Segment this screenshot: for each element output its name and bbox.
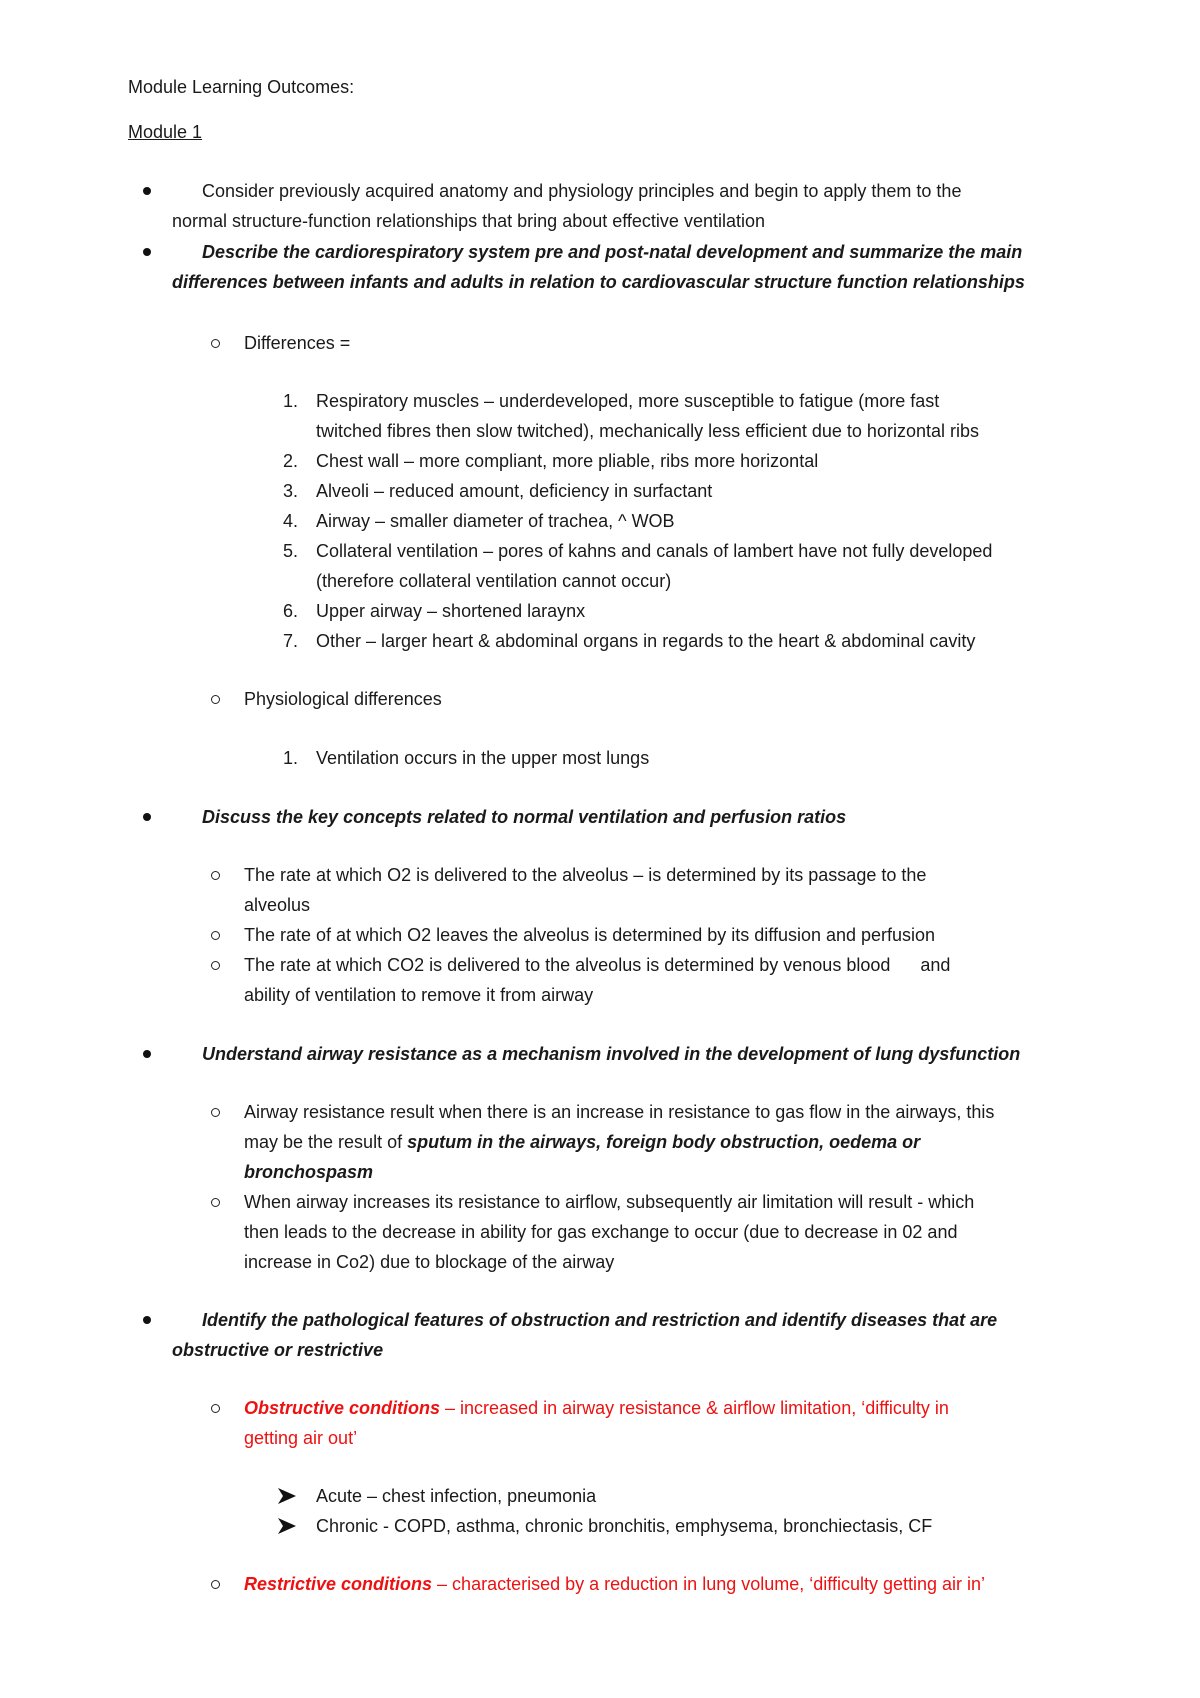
arrowhead-bullet-icon bbox=[276, 1517, 298, 1535]
outcome-2-line-1: Describe the cardiorespiratory system pre and post-natal development and summarize the main bbox=[202, 242, 1023, 262]
difference-item-continued: twitched fibres then slow twitched), mechanically less efficient due to horizontal ribs bbox=[316, 421, 979, 441]
outcome-4-line-1: Understand airway resistance as a mechanism involved in the development of lung dysfunction bbox=[202, 1044, 1021, 1064]
resistance-plain-text: may be the result of bbox=[244, 1132, 408, 1152]
vq-point-continued: alveolus bbox=[244, 895, 311, 915]
difference-item: Collateral ventilation – pores of kahns and canals of lambert have not fully developed bbox=[316, 541, 993, 561]
physio-item: Ventilation occurs in the upper most lungs bbox=[316, 748, 650, 768]
outcome-5-line-1: Identify the pathological features of obstruction and restriction and identify diseases that are bbox=[202, 1310, 998, 1330]
resistance-emphasis-continued: bronchospasm bbox=[244, 1162, 374, 1182]
list-number: 1. bbox=[282, 391, 298, 411]
circle-bullet bbox=[211, 1198, 220, 1207]
vq-point-continued: ability of ventilation to remove it from airway bbox=[244, 985, 594, 1005]
obstructive-conditions bbox=[244, 1393, 949, 1423]
circle-bullet bbox=[211, 931, 220, 940]
circle-bullet bbox=[211, 1404, 220, 1413]
circle-bullet bbox=[211, 961, 220, 970]
outcome-3-line-1: Discuss the key concepts related to normal ventilation and perfusion ratios bbox=[202, 807, 847, 827]
circle-bullet bbox=[211, 1580, 220, 1589]
resistance-point-continued: then leads to the decrease in ability for gas exchange to occur (due to decrease in 02 and bbox=[244, 1222, 958, 1242]
circle-bullet bbox=[211, 339, 220, 348]
resistance-point: When airway increases its resistance to airflow, subsequently air limitation will result - which bbox=[244, 1192, 975, 1212]
list-number: 4. bbox=[282, 511, 298, 531]
arrowhead-bullet-icon bbox=[276, 1487, 298, 1505]
outcome-1-line-2: normal structure-function relationships that bring about effective ventilation bbox=[172, 211, 765, 231]
difference-item: Alveoli – reduced amount, deficiency in surfactant bbox=[316, 481, 713, 501]
obstructive-example: Acute – chest infection, pneumonia bbox=[316, 1486, 597, 1506]
bullet-dot bbox=[143, 1050, 151, 1058]
module-heading: Module 1 bbox=[128, 122, 203, 142]
list-number: 7. bbox=[282, 631, 298, 651]
vq-point: The rate at which O2 is delivered to the alveolus – is determined by its passage to the bbox=[244, 865, 927, 885]
circle-bullet bbox=[211, 695, 220, 704]
difference-item: Upper airway – shortened laraynx bbox=[316, 601, 586, 621]
bullet-dot bbox=[143, 248, 151, 256]
list-number: 6. bbox=[282, 601, 298, 621]
resistance-point: Airway resistance result when there is an increase in resistance to gas flow in the airways, this bbox=[244, 1102, 995, 1122]
circle-bullet bbox=[211, 871, 220, 880]
circle-bullet bbox=[211, 1108, 220, 1117]
list-number: 1. bbox=[282, 748, 298, 768]
difference-item: Respiratory muscles – underdeveloped, more susceptible to fatigue (more fast bbox=[316, 391, 940, 411]
restrictive-description: – characterised by a reduction in lung volume, ‘difficulty getting air in’ bbox=[432, 1574, 986, 1594]
obstructive-example: Chronic - COPD, asthma, chronic bronchitis, emphysema, bronchiectasis, CF bbox=[316, 1516, 933, 1536]
difference-item-continued: (therefore collateral ventilation cannot occur) bbox=[316, 571, 672, 591]
vq-point: The rate of at which O2 leaves the alveolus is determined by its diffusion and perfusion bbox=[244, 925, 936, 945]
obstructive-description: – increased in airway resistance & airflow limitation, ‘difficulty in bbox=[440, 1398, 949, 1418]
difference-item: Other – larger heart & abdominal organs in regards to the heart & abdominal cavity bbox=[316, 631, 976, 651]
list-number: 2. bbox=[282, 451, 298, 471]
resistance-emphasis: sputum in the airways, foreign body obstruction, oedema or bbox=[407, 1132, 921, 1152]
outcome-5-line-2: obstructive or restrictive bbox=[172, 1340, 384, 1360]
restrictive-heading: Restrictive conditions bbox=[244, 1574, 433, 1594]
restrictive-conditions bbox=[244, 1569, 985, 1599]
differences-label: Differences = bbox=[244, 333, 351, 353]
resistance-point-continued: increase in Co2) due to blockage of the airway bbox=[244, 1252, 615, 1272]
resistance-point-continued bbox=[244, 1127, 920, 1157]
bullet-dot bbox=[143, 187, 151, 195]
bullet-dot bbox=[143, 1316, 151, 1324]
physio-label: Physiological differences bbox=[244, 689, 442, 709]
outcome-1-line-1: Consider previously acquired anatomy and physiology principles and begin to apply them to the bbox=[202, 181, 962, 201]
bullet-dot bbox=[143, 813, 151, 821]
difference-item: Chest wall – more compliant, more pliable, ribs more horizontal bbox=[316, 451, 819, 471]
list-number: 5. bbox=[282, 541, 298, 561]
list-number: 3. bbox=[282, 481, 298, 501]
document-title: Module Learning Outcomes: bbox=[128, 77, 355, 97]
difference-item: Airway – smaller diameter of trachea, ^ WOB bbox=[316, 511, 675, 531]
obstructive-description-continued: getting air out’ bbox=[244, 1428, 358, 1448]
outcome-2-line-2: differences between infants and adults in relation to cardiovascular structure function relationships bbox=[172, 272, 1025, 292]
vq-point: The rate at which CO2 is delivered to the alveolus is determined by venous blood and bbox=[244, 955, 951, 975]
obstructive-heading: Obstructive conditions bbox=[244, 1398, 441, 1418]
